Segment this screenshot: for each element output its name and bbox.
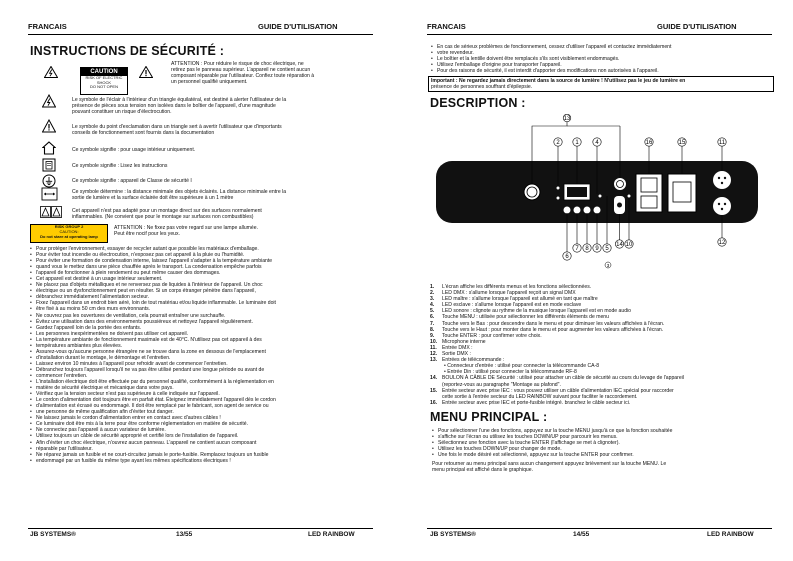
- important-notice: [428, 76, 774, 92]
- exclamation-triangle-icon: [42, 119, 56, 133]
- callout-label: 4: [595, 140, 599, 146]
- callout-label: 6: [565, 254, 569, 260]
- description-list: [430, 284, 772, 406]
- list-item: • Laissez environ 10 minutes à l'appareil pour refroidir avant de commencer l'entretien.: [30, 361, 380, 367]
- safety-bullet-list-continued: [431, 44, 771, 74]
- list-item: • Gardez l'appareil loin de la portée des enfants.: [30, 325, 380, 331]
- up-button-icon: [584, 207, 591, 214]
- page-title: INSTRUCTIONS DE SÉCURITÉ :: [30, 44, 225, 58]
- menu-tail-line: Pour retourner au menu principal sans aucun changement appuyez brièvement sur la touche MENU. Le: [432, 461, 667, 467]
- attention-line: retirez pas le panneau supérieur. L'appareil ne contient aucun: [171, 67, 311, 74]
- symbol-desc-line: sortie de lumière et la surface éclairée doit être supérieure à un 1 mètre: [72, 195, 234, 202]
- list-item: • Ne réparez jamais un fusible et ne court-circuitez jamais le porte-fusible. Remplacez toujours un fusible: [30, 452, 380, 458]
- list-item-text: LED sonore : clignote au rythme de la musique lorsque l'appareil est en mode audio: [442, 308, 631, 315]
- callout-label: 10: [625, 242, 633, 248]
- list-item-text: Entrée secteur avec prise IEC et porte-fusible intégré. branchez le câble secteur ici.: [442, 399, 631, 406]
- list-item: • débranchez immédiatement l'alimentation secteur.: [30, 294, 380, 300]
- symbol-desc-exclamation: [72, 124, 380, 136]
- list-item-text: Touche ENTER : pour confirmer votre choix.: [442, 332, 542, 339]
- list-item: • Débranchez toujours l'appareil lorsqu'il ne va pas être utilisé pendant une longue période ou avant de: [30, 367, 380, 373]
- right-page: [397, 0, 793, 561]
- header-section: GUIDE D'UTILISATION: [258, 22, 338, 31]
- left-page: [0, 0, 396, 561]
- list-item: • Pour éviter tout incendie ou électrocution, n'exposez pas cet appareil à la pluie ou l'humidité.: [30, 252, 380, 258]
- callout-label: 3: [606, 263, 610, 268]
- list-item-number: 14.: [430, 375, 438, 382]
- minimum-distance-icon: [41, 187, 58, 201]
- header-rule: [427, 34, 772, 35]
- symbol-desc-read: [72, 163, 380, 169]
- list-item-text: Touche vers le Haut : pour monter dans le menu et pour augmenter les valeurs affichées à l'écran.: [442, 326, 664, 333]
- lightning-triangle-icon: [42, 94, 56, 108]
- sound-led-icon: [599, 195, 602, 198]
- caution-line-2: DO NOT OPEN: [90, 84, 118, 90]
- safety-bullet-list: [30, 246, 380, 464]
- list-item-number: 5.: [430, 308, 435, 315]
- callout-label: 15: [678, 140, 686, 146]
- list-item-text: Touche vers le Bas : pour descendre dans le menu et pour diminuer les valeurs affichées à l'écran.: [442, 320, 665, 327]
- list-item-number: 12.: [430, 351, 438, 358]
- list-item: • endommagé par un fusible du même type ayant les mêmes spécifications électriques !: [30, 458, 380, 464]
- footer-page-number: 13/55: [176, 531, 193, 538]
- list-item: • réparable par l'utilisateur.: [30, 446, 380, 452]
- footer-page-number: 14/55: [573, 531, 590, 538]
- list-item: • Utilisez toujours un câble de sécurité approprié et certifié lors de l'installation de l'appareil.: [30, 433, 380, 439]
- list-item: • Les personnes inexpérimentées ne doivent pas utiliser cet appareil.: [30, 331, 380, 337]
- attention-text: [171, 61, 377, 85]
- list-item: • Sélectionnez une fonction avec la touche ENTER (l'affichage se met à clignoter).: [432, 440, 772, 446]
- callout-label: 14: [616, 242, 623, 248]
- symbol-desc-lightning: [72, 97, 380, 115]
- exclamation-warning-icon: [139, 66, 153, 78]
- list-item: • Utilisez les touches DOWN/UP pour changer de mode.: [432, 446, 772, 452]
- risk-attention: [114, 225, 374, 237]
- indoor-use-house-icon: [42, 141, 56, 155]
- symbol-desc-line: Cet appareil n'est pas adapté pour un montage direct sur des surfaces normalement: [72, 208, 262, 214]
- footer-product: LED RAINBOW: [707, 531, 754, 538]
- header-rule: [28, 34, 373, 35]
- symbol-desc-line: Le symbole du point d'exclamation dans un triangle sert à avertir l'utilisateur que d'importants: [72, 124, 282, 130]
- menu-button-icon: [564, 207, 571, 214]
- enter-button-icon: [594, 207, 601, 214]
- symbol-desc-line: Ce symbole détermine : la distance minimale des objets éclairés. La distance minimale entre la: [72, 189, 287, 195]
- list-item: • s'affiche sur l'écran ou utilisez les touches DOWN/UP pour parcourir les menus.: [432, 434, 772, 440]
- callout-label: 7: [575, 246, 579, 252]
- remote-din-socket-icon: [524, 184, 540, 200]
- symbol-desc-line: Ce symbole signifie : pour usage intérieur uniquement.: [72, 147, 196, 153]
- symbol-desc-line: présence de pièces sous tension non isolées dans le boîtier de l'appareil, d'une magnitude: [72, 103, 276, 110]
- list-item-text: BOULON À CÂBLE DE Sécurité : utilisé pour attacher un câble de sécurité au cours du levage de l'appareil: [442, 375, 684, 382]
- symbol-desc-line: inflammables. (Ne convient que pour le montage sur surfaces non combustibles): [72, 214, 254, 221]
- callout-label: 8: [585, 246, 589, 252]
- list-item-number: 2.: [430, 290, 435, 297]
- list-item: • Fixez l'appareil dans un endroit bien aéré, loin de tout matériau et/ou liquide inflammable. Le luminaire doit: [30, 300, 380, 306]
- header-section: GUIDE D'UTILISATION: [657, 22, 737, 31]
- rear-panel-diagram: [432, 114, 762, 282]
- callout-label: 11: [718, 140, 726, 146]
- list-item-text: (reportez-vous au paragraphe "Montage au plafond".: [442, 381, 561, 388]
- risk-group-label: [30, 224, 108, 243]
- callout-label: 2: [556, 140, 560, 146]
- list-item: • être fixé à au moins 50 cm des murs environnants.: [30, 306, 380, 312]
- non-flammable-surface-icon: [40, 206, 62, 218]
- list-item-text: • Entrée Din : utilisé pour connecter la télécommande RF-8: [444, 369, 577, 376]
- callout-label: 5: [605, 246, 609, 252]
- footer-brand: JB SYSTEMS®: [430, 531, 476, 538]
- description-title: DESCRIPTION :: [430, 96, 526, 110]
- important-line: Important : Ne regardez jamais directement dans la source de lumière ! N'utilisez pas le jeu de lumière en: [431, 78, 686, 84]
- list-item: • Pour des raisons de sécurité, il est interdit d'apporter des modifications non autorisées à l'appareil.: [431, 68, 771, 74]
- list-item: • votre revendeur.: [431, 50, 771, 56]
- list-item: • d'alimentation est écrasé ou endommagé. Il doit être remplacé par le fabricant, son agent de service ou: [30, 403, 380, 409]
- symbol-desc-line: Ce symbole signifie : appareil de Classe de sécurité I: [72, 178, 192, 184]
- list-item: • matière de sécurité électrique et mécanique dans votre pays.: [30, 385, 380, 391]
- list-item: • Le boîtier et la lentille doivent être remplacés s'ils sont visiblement endommagés.: [431, 56, 771, 62]
- master-led-icon: [557, 197, 560, 200]
- list-item-number: 13.: [430, 357, 438, 364]
- caution-line-1: RISK OF ELECTRIC SHOCK: [85, 75, 123, 85]
- symbol-desc-line: conseils de fonctionnement sont fournis dans la documentation: [72, 130, 215, 137]
- caution-label: [80, 67, 128, 95]
- footer-brand: JB SYSTEMS®: [30, 531, 76, 538]
- list-item: • Pour éviter une formation de condensation interne, laissez l'appareil s'adapter à la température ambiante: [30, 258, 380, 264]
- list-item-text: LED DMX : s'allume lorsque l'appareil reçoit un signal DMX: [442, 290, 576, 297]
- list-item-text: Microphone interne: [442, 338, 486, 345]
- list-item-number: 1.: [430, 284, 435, 290]
- risk-group-line-2: Do not stare at operating lamp: [40, 233, 98, 239]
- list-item: • Une fois le mode désiré est sélectionné, appuyez sur la touche ENTER pour confirmer.: [432, 452, 772, 458]
- menu-bullet-list: [432, 428, 772, 458]
- risk-group-title: RISK GROUP 2: [54, 224, 84, 229]
- list-item: • Ne laissez jamais le cordon d'alimentation entrer en contact avec d'autres câbles !: [30, 415, 380, 421]
- list-item-number: 8.: [430, 326, 435, 333]
- list-item-text: Sortie DMX :: [442, 351, 471, 358]
- dmx-input-xlr-icon: [713, 171, 731, 189]
- attention-line: composant réparable par l'utilisateur. Confiez toute réparation à: [171, 73, 315, 80]
- list-item-text: • Connecteur d'entrée : utilisé pour connecter la télécommande CA-8: [444, 363, 600, 370]
- power-input-fuse-icon: [636, 174, 662, 212]
- list-item: • l'appareil de fonctionner à plein rendement ou peut même causer des dommages.: [30, 270, 380, 276]
- list-item: • quand vous le mettez dans une pièce chauffée après le transport. La condensation empêche parfois: [30, 264, 380, 270]
- symbol-desc-line: pouvant constituer un risque d'électrocution.: [72, 109, 172, 116]
- list-item: • commencer l'entretien.: [30, 373, 380, 379]
- list-item-text: LED esclave : s'allume lorsque l'appareil est en mode esclave: [442, 302, 582, 309]
- symbol-desc-distance: [72, 189, 380, 201]
- attention-line: ATTENTION : Pour réduire le risque de choc électrique, ne: [171, 61, 304, 67]
- list-item-number: 10.: [430, 338, 438, 345]
- lightning-warning-icon: [44, 66, 58, 78]
- dmx-led-icon: [557, 187, 560, 190]
- callout-label: 9: [595, 246, 599, 252]
- footer-product: LED RAINBOW: [308, 531, 355, 538]
- symbol-desc-indoor: [72, 147, 380, 153]
- list-item-number: 16.: [430, 399, 438, 406]
- list-item: • électrique ou un dysfonctionnement peut en résulter. Si un corps étranger pénètre dans l'appareil,: [30, 288, 380, 294]
- callout-label: 13: [563, 116, 571, 122]
- footer-rule: [427, 528, 772, 529]
- list-item: • températures ambiantes plus élevées.: [30, 343, 380, 349]
- list-item-number: 7.: [430, 320, 435, 327]
- list-item-number: 11.: [430, 344, 437, 351]
- list-item: • Évitez une utilisation dans des environnements poussiéreux et nettoyez l'appareil régulièrement.: [30, 319, 380, 325]
- menu-tail: [432, 461, 772, 473]
- list-item: • La température ambiante de fonctionnement maximale est de 40°C. N'utilisez pas cet appareil à des: [30, 337, 380, 343]
- list-item: • Cet appareil est destiné à un usage intérieur seulement.: [30, 276, 380, 282]
- symbol-desc-line: Le symbole de l'éclair à l'intérieur d'un triangle équilatéral, est destiné à alerter l'utilisateur de la: [72, 97, 287, 103]
- symbol-desc-line: Ce symbole signifie : Lisez les instructions: [72, 163, 168, 169]
- risk-attention-line: Peut être nocif pour les yeux.: [114, 231, 180, 238]
- list-item-text: Entrées de télécommande :: [442, 357, 505, 364]
- list-item: • d'installation durant le montage, le démontage et l'entretien.: [30, 355, 380, 361]
- list-item: • L'installation électrique doit être effectuée par du personnel qualifié, conformément à la réglementation en: [30, 379, 380, 385]
- read-instructions-icon: [42, 158, 56, 172]
- list-item-text: cette sortie à l'entrée secteur du LED RAINBOW suivant pour faciliter le raccordement.: [442, 393, 638, 400]
- symbol-desc-flammable: [72, 208, 380, 220]
- list-item-text: LED maître : s'allume lorsque l'appareil est allumé en tant que maître: [442, 296, 598, 303]
- symbol-desc-class: [72, 178, 380, 184]
- header-language: FRANCAIS: [427, 22, 466, 31]
- list-item: • Ne couvrez pas les ouvertures de ventilation, cela pourrait entraîner une surchauffe.: [30, 313, 380, 319]
- list-item: • En cas de sérieux problèmes de fonctionnement, cessez d'utiliser l'appareil et contactez immédiatement: [431, 44, 771, 50]
- list-item: • Pour protéger l'environnement, essayer de recycler autant que possible les matériaux d'emballage.: [30, 246, 380, 252]
- list-item: • Le cordon d'alimentation doit toujours être en parfait état. Éteignez immédiatement l'appareil dès le cordon: [30, 397, 380, 403]
- important-line: présence de personnes souffrant d'épilepsie.: [431, 84, 533, 90]
- footer-rule: [28, 528, 373, 529]
- callout-label: 12: [718, 240, 726, 246]
- list-item: • Ce luminaire doit être mis à la terre pour être conforme réglementation en matière de sécurité.: [30, 421, 380, 427]
- down-button-icon: [574, 207, 581, 214]
- list-item-number: 15.: [430, 387, 438, 394]
- remote-input-connector-icon: [614, 178, 626, 190]
- menu-tail-line: menu principal est affiché dans le graphique.: [432, 467, 533, 474]
- list-item: • Pour sélectionner l'une des fonctions, appuyez sur la touche MENU jusqu'à ce que la fonction souhaitée: [432, 428, 772, 434]
- callout-label: 1: [575, 140, 579, 146]
- list-item-number: 4.: [430, 302, 435, 309]
- list-item: • Ne placez pas d'objets métalliques et ne renversez pas de liquides à l'intérieur de l'appareil. Un choc: [30, 282, 380, 288]
- callout-label: 16: [645, 140, 653, 146]
- list-item-number: 6.: [430, 314, 435, 321]
- list-item-text: Entrée DMX :: [442, 344, 473, 351]
- list-item: • une personne de même qualification afin d'éviter tout danger.: [30, 409, 380, 415]
- list-item: • Ne connectez pas l'appareil à aucun variateur de lumière.: [30, 427, 380, 433]
- list-item-text: Touche MENU : utilisée pour sélectionner les différents éléments de menu: [442, 314, 609, 321]
- list-item-number: 3.: [430, 296, 435, 303]
- attention-line: un personnel qualifié uniquement.: [171, 79, 248, 86]
- power-output-icon: [668, 174, 696, 212]
- risk-group-line-1: CAUTION:: [59, 228, 79, 234]
- list-item: • Assurez-vous qu'aucune personne étrangère ne se trouve dans la zone en dessous de l'emplacement: [30, 349, 380, 355]
- menu-title: MENU PRINCIPAL :: [430, 410, 548, 424]
- list-item: • Vérifiez que la tension secteur n'est pas supérieure à celle indiquée sur l'appareil.: [30, 391, 380, 397]
- caution-title: CAUTION: [81, 68, 127, 76]
- safety-class-ground-icon: [42, 174, 56, 188]
- list-item: • Utilisez l'emballage d'origine pour transporter l'appareil.: [431, 62, 771, 68]
- list-item-text: L'écran affiche les différents menus et les fonctions sélectionnées.: [442, 284, 592, 290]
- dmx-output-xlr-icon: [713, 197, 731, 215]
- microphone-icon: [628, 195, 631, 198]
- list-item: [430, 400, 772, 406]
- header-language: FRANCAIS: [28, 22, 67, 31]
- list-item: • Afin d'éviter un choc électrique, n'ouvrez aucun panneau. L'appareil ne contient aucun composant: [30, 440, 380, 446]
- list-item-number: 9.: [430, 332, 435, 339]
- risk-attention-line: ATTENTION : Ne fixez pas votre regard sur une lampe allumée.: [114, 225, 258, 231]
- list-item-text: Entrée secteur avec prise IEC : vous pouvez utiliser un câble d'alimentation IEC spécial pour raccorder: [442, 387, 674, 394]
